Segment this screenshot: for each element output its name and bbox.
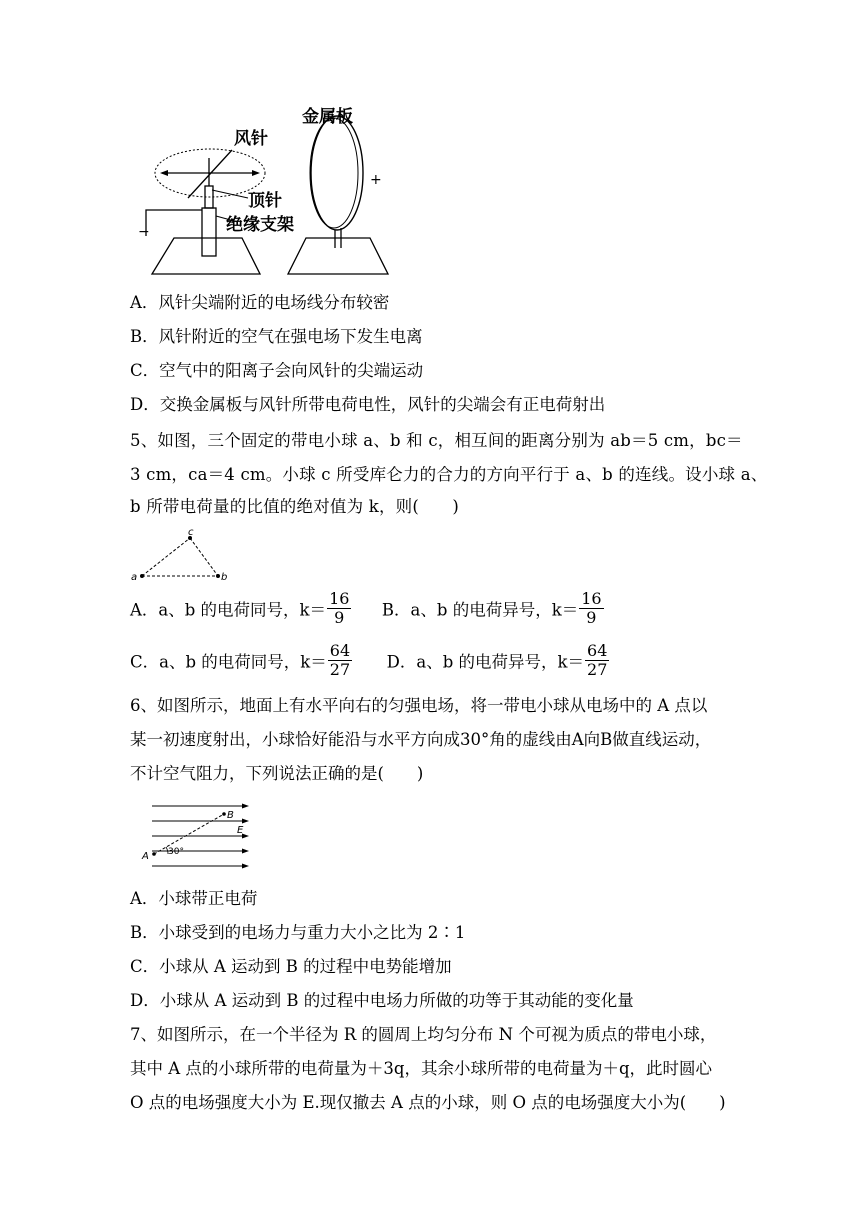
q5-option-b-text: B．a、b 的电荷异号，k＝ (381, 600, 579, 620)
q5-stem-line-2: 3 cm，ca＝4 cm。小球 c 所受库仑力的合力的方向平行于 a、b 的连线。设小球 a、 (130, 465, 768, 484)
point-label-B: B (227, 810, 234, 821)
q7-stem-line-1: 7、如图所示，在一个半径为 R 的圆周上均匀分布 N 个可视为质点的带电小球， (130, 1025, 717, 1044)
q5-option-a-text: A．a、b 的电荷同号，k＝ (130, 600, 327, 620)
q6-option-a: A．小球带正电荷 (130, 889, 258, 908)
point-label-a: a (131, 572, 138, 583)
q6-stem-line-1: 6、如图所示，地面上有水平向右的匀强电场，将一带电小球从电场中的 A 点以 (130, 696, 708, 715)
angle-label: 30° (168, 847, 184, 857)
right-base (288, 238, 388, 274)
q4-option-a: A．风针尖端附近的电场线分布较密 (130, 293, 390, 312)
label-top-needle: 顶针 (248, 191, 282, 211)
q6-stem-line-3: 不计空气阻力，下列说法正确的是( ) (130, 764, 424, 783)
q6-stem-line-2: 某一初速度射出，小球恰好能沿与水平方向成30°角的虚线由A向B做直线运动， (130, 730, 712, 749)
minus-sign: − (138, 224, 150, 240)
figure-wind-needle-apparatus (130, 98, 390, 278)
point-label-c: c (188, 528, 194, 538)
q5-options-row-1 (130, 590, 604, 627)
q5-option-c-text: C．a、b 的电荷同号，k＝ (130, 652, 327, 672)
q4-option-d: D．交换金属板与风针所带电荷电性，风针的尖端会有正电荷射出 (130, 395, 606, 414)
q5-stem-line-1: 5、如图，三个固定的带电小球 a、b 和 c，相互间的距离分别为 ab＝5 cm，bc＝ (130, 431, 743, 450)
label-metal-plate: 金属板 (302, 107, 353, 127)
insulated-stand (202, 208, 216, 256)
q5-stem-line-3: b 所带电荷量的比值的绝对值为 k，则( ) (130, 497, 460, 516)
q6-option-d: D．小球从 A 运动到 B 的过程中电场力所做的功等于其动能的变化量 (130, 991, 634, 1010)
q4-option-b: B．风针附近的空气在强电场下发生电离 (130, 327, 423, 346)
field-label-E: E (237, 825, 244, 836)
label-wind-needle: 风针 (234, 129, 268, 149)
q4-option-c: C．空气中的阳离子会向风针的尖端运动 (130, 361, 424, 380)
metal-plate (311, 116, 363, 230)
q5-option-c-fraction: $\frac{64}{27}$ (329, 641, 351, 679)
figure-uniform-field (138, 798, 254, 872)
q5-options-row-2 (130, 642, 609, 679)
plus-sign: + (370, 172, 382, 188)
q5-option-a-fraction: $\frac{16}{9}$ (329, 589, 350, 627)
q5-option-d-fraction: $\frac{64}{27}$ (587, 641, 608, 679)
q7-stem-line-2: 其中 A 点的小球所带的电荷量为＋3q，其余小球所带的电荷量为＋q，此时圆心 (130, 1059, 713, 1078)
label-insulated-stand: 绝缘支架 (226, 215, 294, 235)
point-label-b: b (221, 572, 228, 583)
q7-stem-line-3: O 点的电场强度大小为 E.现仅撤去 A 点的小球，则 O 点的电场强度大小为( ) (130, 1093, 726, 1112)
q5-option-b-fraction: $\frac{16}{9}$ (581, 589, 602, 627)
q6-option-c: C．小球从 A 运动到 B 的过程中电势能增加 (130, 957, 452, 976)
q6-option-b: B．小球受到的电场力与重力大小之比为 2∶1 (130, 923, 466, 942)
figure-triangle-abc (130, 528, 240, 586)
point-label-A: A (142, 851, 149, 862)
q5-option-d-text: D．a、b 的电荷异号，k＝ (386, 652, 585, 672)
